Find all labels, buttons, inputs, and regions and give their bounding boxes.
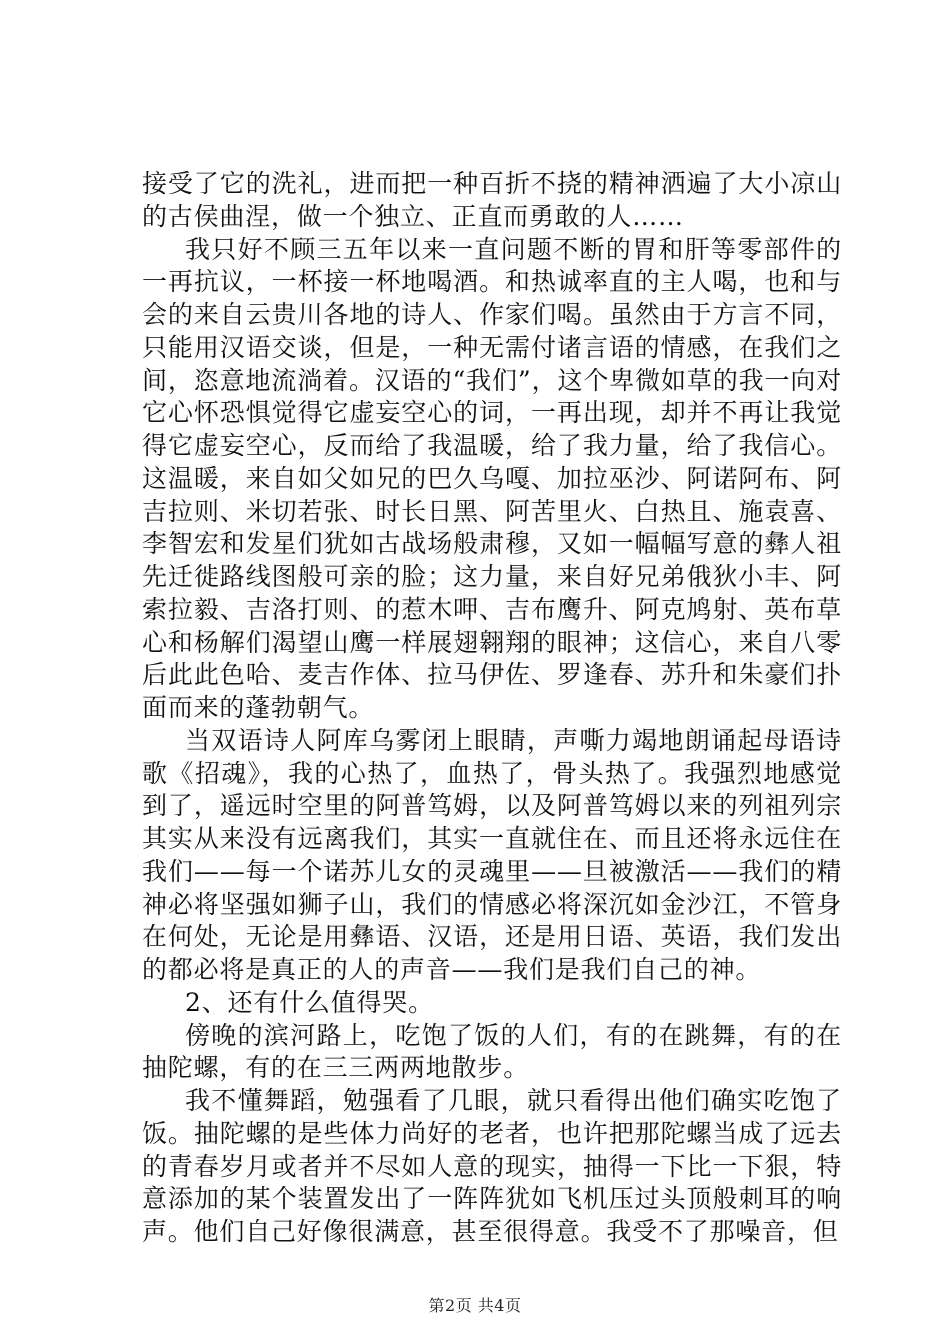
paragraph: 我不懂舞蹈，勉强看了几眼，就只看得出他们确实吃饱了饭。抽陀螺的是些体力尚好的老者，也许把那陀螺当成了远去的青春岁月或者并不尽如人意的现实，抽得一下比一下狠，特意添加的某个装置发出了一阵阵犹如飞机压过头顶般刺耳的响声。他们自己好像很满意，甚至很得意。我受不了那噪音，但 [142, 1086, 842, 1246]
body-text [142, 168, 842, 1249]
paragraph: 我只好不顾三五年以来一直问题不断的胃和肝等零部件的一再抗议，一杯接一杯地喝酒。和热诚率直的主人喝，也和与会的来自云贵川各地的诗人、作家们喝。虽然由于方言不同，只能用汉语交谈，但是，一种无需付诸言语的情感，在我们之间，恣意地流淌着。汉语的“我们”，这个卑微如草的我一向对它心怀恐惧觉得它虚妄空心的词，一再出现，却并不再让我觉得它虚妄空心，反而给了我温暖，给了我力量，给了我信心。这温暖，来自如父如兄的巴久乌嘎、加拉巫沙、阿诺阿布、阿吉拉则、米切若张、时长日黑、阿苦里火、白热且、施袁喜、李智宏和发星们犹如古战场般肃穆，又如一幅幅写意的彝人祖先迁徙路线图般可亲的脸；这力量，来自好兄弟俄狄小丰、阿索拉毅、吉洛打则、的惹木呷、吉布鹰升、阿克鸠射、英布草心和杨解们渴望山鹰一样展翅翱翔的眼神；这信心，来自八零后此此色哈、麦吉作体、拉马伊佐、罗逢春、苏升和朱豪们扑面而来的蓬勃朝气。 [142, 234, 842, 722]
section-heading: 2、还有什么值得哭。 [185, 987, 434, 1017]
paragraph: 傍晚的滨河路上，吃饱了饭的人们，有的在跳舞，有的在抽陀螺，有的在三三两两地散步。 [142, 1020, 842, 1083]
paragraph: 接受了它的洗礼，进而把一种百折不挠的精神洒遍了大小凉山的古侯曲涅，做一个独立、正直而勇敢的人…… [142, 169, 842, 231]
paragraph: 当双语诗人阿库乌雾闭上眼睛，声嘶力竭地朗诵起母语诗歌《招魂》，我的心热了，血热了，骨头热了。我强烈地感觉到了，遥远时空里的阿普笃姆，以及阿普笃姆以来的列祖列宗其实从来没有远离我们，其实一直就住在、而且还将永远住在我们——每一个诺苏儿女的灵魂里——旦被激活——我们的精神必将坚强如狮子山，我们的情感必将深沉如金沙江，不管身在何处，无论是用彝语、汉语，还是用日语、英语，我们发出的都必将是真正的人的声音——我们是我们自己的神。 [142, 725, 842, 984]
page-footer: 第2页 共4页 [428, 1296, 522, 1315]
